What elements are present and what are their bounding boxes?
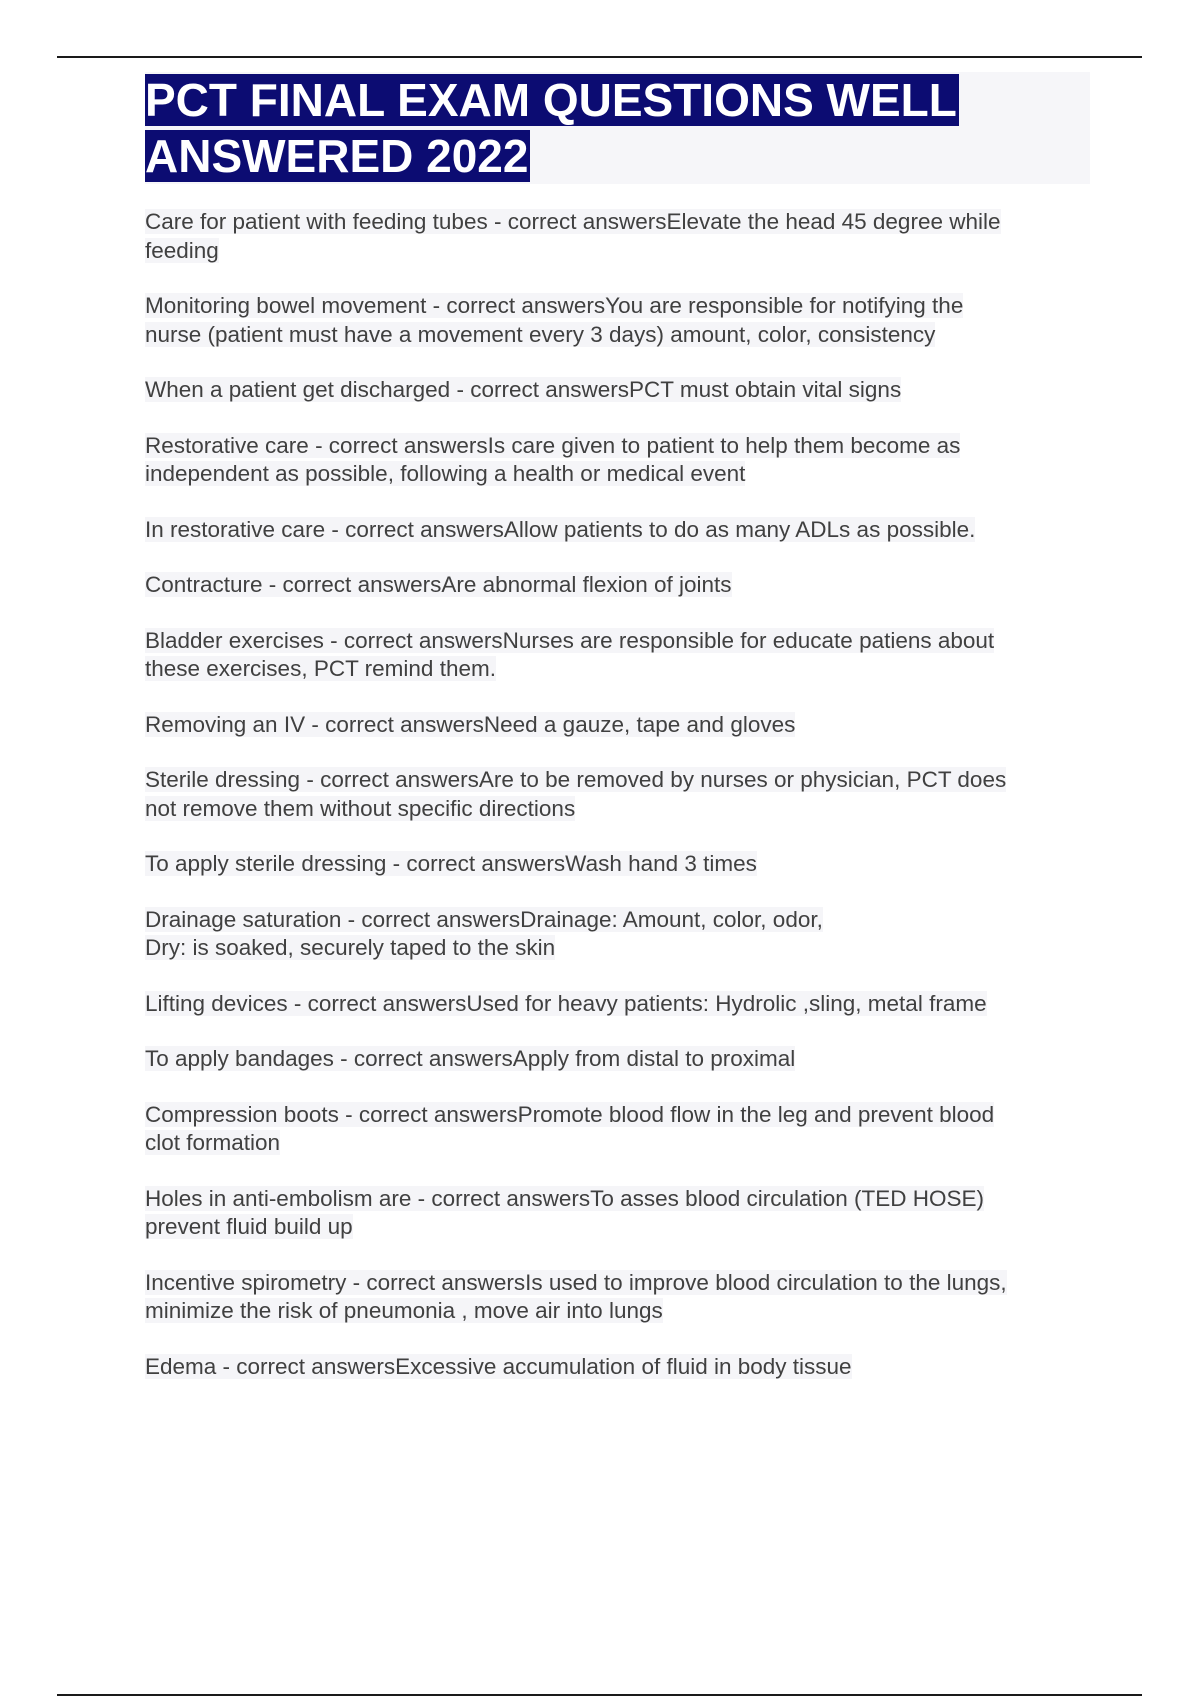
bottom-rule [57,1694,1142,1696]
qa-item [145,1045,1090,1074]
qa-item [145,376,1090,405]
qa-line-text: To apply sterile dressing - correct answersWash hand 3 times [145,851,757,876]
qa-item [145,766,1090,823]
qa-line [145,655,1090,684]
qa-line [145,1185,1090,1214]
qa-line-text: Removing an IV - correct answersNeed a gauze, tape and gloves [145,711,796,737]
qa-line [145,1101,1090,1130]
qa-list [145,208,1090,1408]
qa-line-text: independent as possible, following a health or medical event [145,461,746,486]
qa-line [145,795,1090,824]
qa-line [145,432,1090,461]
qa-line-text: nurse (patient must have a movement every 3 days) amount, color, consistency [145,321,936,347]
qa-line [145,460,1090,489]
qa-line [145,766,1090,795]
qa-item [145,906,1090,963]
qa-line [145,1297,1090,1326]
qa-line-text: Lifting devices - correct answersUsed for heavy patients: Hydrolic ,sling, metal frame [145,990,987,1016]
qa-line-text: minimize the risk of pneumonia , move air into lungs [145,1298,663,1323]
qa-item [145,1269,1090,1326]
qa-line-text: Contracture - correct answersAre abnormal flexion of joints [145,572,732,597]
qa-item [145,292,1090,349]
qa-line-text: Drainage saturation - correct answersDrainage: Amount, color, odor, [145,906,823,932]
qa-line [145,1045,1090,1074]
qa-item [145,1101,1090,1158]
qa-line-text: clot formation [145,1130,281,1155]
qa-line-text: prevent fluid build up [145,1214,353,1239]
qa-line [145,237,1090,266]
qa-line-text: Monitoring bowel movement - correct answersYou are responsible for notifying the [145,293,964,318]
qa-item [145,208,1090,265]
qa-line-text: Compression boots - correct answersPromote blood flow in the leg and prevent blood [145,1101,995,1127]
qa-line-text: Bladder exercises - correct answersNurses are responsible for educate patiens about [145,627,995,653]
qa-line [145,1213,1090,1242]
qa-line [145,376,1090,405]
qa-line-text: Sterile dressing - correct answersAre to be removed by nurses or physician, PCT does [145,767,1007,792]
qa-line [145,990,1090,1019]
qa-line-text: Dry: is soaked, securely taped to the skin [145,935,556,960]
page-title [145,72,1090,184]
qa-line [145,516,1090,545]
qa-item [145,711,1090,740]
qa-line [145,321,1090,350]
qa-line-text: these exercises, PCT remind them. [145,656,496,681]
qa-item [145,1353,1090,1382]
qa-line [145,208,1090,237]
qa-line-text: Restorative care - correct answersIs care given to patient to help them become as [145,432,961,458]
qa-line-text: Care for patient with feeding tubes - correct answersElevate the head 45 degree while [145,209,1001,234]
title-block [145,72,1090,184]
qa-line-text: When a patient get discharged - correct answersPCT must obtain vital signs [145,377,902,402]
qa-line-text: Edema - correct answersExcessive accumulation of fluid in body tissue [145,1353,852,1379]
qa-item [145,627,1090,684]
qa-line-text: feeding [145,237,219,263]
qa-line [145,850,1090,879]
top-rule [57,56,1142,58]
qa-line-text: not remove them without specific directions [145,795,576,821]
qa-item [145,990,1090,1019]
qa-line [145,711,1090,740]
qa-item [145,516,1090,545]
qa-item [145,571,1090,600]
qa-item [145,432,1090,489]
qa-line [145,571,1090,600]
qa-line-text: Incentive spirometry - correct answersIs used to improve blood circulation to the lungs, [145,1269,1007,1295]
title-line-2: ANSWERED 2022 [145,130,529,182]
qa-line-text: Holes in anti-embolism are - correct answersTo asses blood circulation (TED HOSE) [145,1185,985,1211]
qa-line-text: In restorative care - correct answersAllow patients to do as many ADLs as possible. [145,516,976,542]
qa-line [145,934,1090,963]
qa-item [145,1185,1090,1242]
qa-line [145,627,1090,656]
qa-line-text: To apply bandages - correct answersApply from distal to proximal [145,1046,796,1071]
qa-line [145,906,1090,935]
qa-line [145,1129,1090,1158]
qa-line [145,1353,1090,1382]
qa-item [145,850,1090,879]
qa-line [145,1269,1090,1298]
qa-line [145,292,1090,321]
title-line-1: PCT FINAL EXAM QUESTIONS WELL [145,74,957,126]
